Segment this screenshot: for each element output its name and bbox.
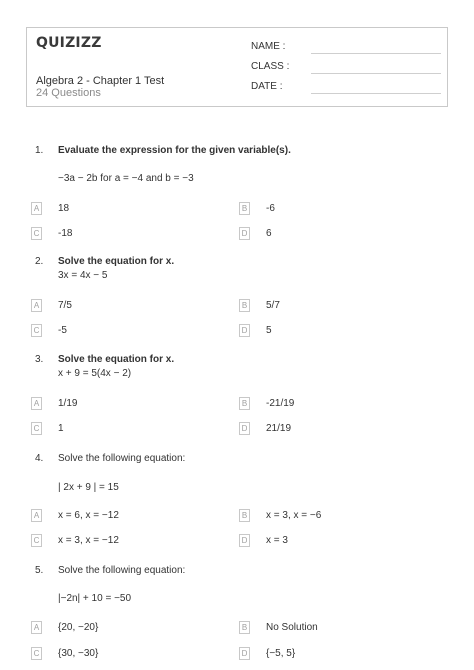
question-expression: |−2n| + 10 = −50 <box>58 593 132 604</box>
option-text: 1 <box>58 423 64 434</box>
class-label: CLASS : <box>251 61 290 72</box>
option-text: {20, −20} <box>58 622 99 633</box>
option-letter: B <box>239 397 250 410</box>
option-text: 5 <box>266 325 272 336</box>
option-letter: A <box>31 509 42 522</box>
option-letter: D <box>239 422 250 435</box>
option-text: {−5, 5} <box>266 648 296 659</box>
option-text: 6 <box>266 228 272 239</box>
question-number: 2. <box>35 256 44 267</box>
question-text: Solve the following equation: <box>58 565 186 576</box>
option-text: -6 <box>266 203 275 214</box>
option-letter: B <box>239 299 250 312</box>
option-letter: A <box>31 397 42 410</box>
question-text: Solve the following equation: <box>58 453 186 464</box>
option-letter: D <box>239 227 250 240</box>
quizizz-logo: QUIZIZZ <box>36 35 102 51</box>
question-expression: −3a − 2b for a = −4 and b = −3 <box>58 173 194 184</box>
option-text: {30, −30} <box>58 648 99 659</box>
date-label: DATE : <box>251 81 283 92</box>
option-letter: D <box>239 534 250 547</box>
option-letter: A <box>31 621 42 634</box>
question-number: 3. <box>35 354 44 365</box>
option-letter: B <box>239 621 250 634</box>
date-line <box>311 93 441 94</box>
option-letter: C <box>31 324 42 337</box>
question-expression: x + 9 = 5(4x − 2) <box>58 368 132 379</box>
option-text: x = 3, x = −12 <box>58 535 119 546</box>
option-letter: C <box>31 647 42 660</box>
option-text: 18 <box>58 203 70 214</box>
option-letter: A <box>31 202 42 215</box>
name-field[interactable] <box>251 41 441 55</box>
option-letter: D <box>239 324 250 337</box>
option-text: 1/19 <box>58 398 78 409</box>
option-text: 7/5 <box>58 300 72 311</box>
option-text: -18 <box>58 228 73 239</box>
question-number: 4. <box>35 453 44 464</box>
option-letter: B <box>239 509 250 522</box>
option-text: 21/19 <box>266 423 292 434</box>
name-label: NAME : <box>251 41 286 52</box>
option-text: x = 6, x = −12 <box>58 510 119 521</box>
question-count: 24 Questions <box>36 87 101 99</box>
question-number: 1. <box>35 145 44 156</box>
test-title: Algebra 2 - Chapter 1 Test <box>36 75 165 87</box>
question-expression: 3x = 4x − 5 <box>58 270 108 281</box>
worksheet-header <box>26 27 448 107</box>
option-letter: C <box>31 422 42 435</box>
option-text: No Solution <box>266 622 318 633</box>
question-text: Solve the equation for x. <box>58 354 175 365</box>
option-text: -21/19 <box>266 398 295 409</box>
option-text: -5 <box>58 325 67 336</box>
date-field[interactable] <box>251 81 441 95</box>
question-expression: | 2x + 9 | = 15 <box>58 482 119 493</box>
option-text: x = 3, x = −6 <box>266 510 322 521</box>
question-text: Evaluate the expression for the given variable(s). <box>58 145 291 156</box>
question-text: Solve the equation for x. <box>58 256 175 267</box>
option-letter: B <box>239 202 250 215</box>
option-letter: D <box>239 647 250 660</box>
option-text: 5/7 <box>266 300 280 311</box>
option-letter: C <box>31 534 42 547</box>
class-line <box>311 73 441 74</box>
option-letter: A <box>31 299 42 312</box>
option-text: x = 3 <box>266 535 288 546</box>
option-letter: C <box>31 227 42 240</box>
name-line <box>311 53 441 54</box>
class-field[interactable] <box>251 61 441 75</box>
question-number: 5. <box>35 565 44 576</box>
